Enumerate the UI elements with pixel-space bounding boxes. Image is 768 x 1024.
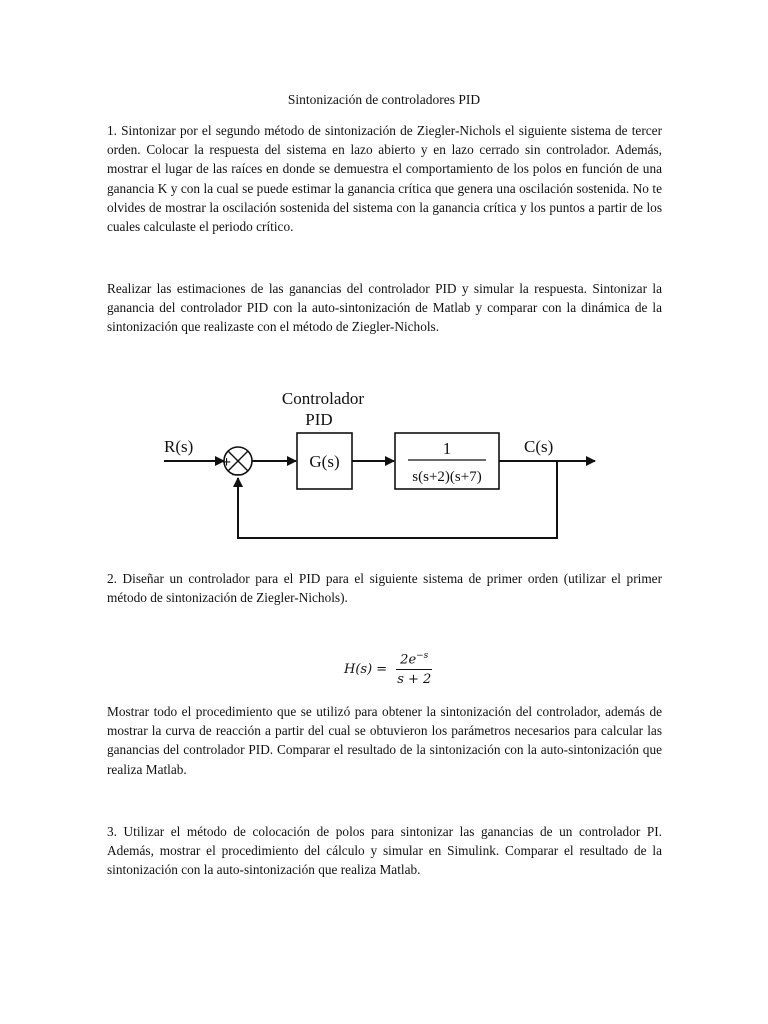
formula-fraction: [393, 651, 435, 687]
plus-sign: +: [222, 454, 232, 471]
block-diagram: [150, 382, 610, 547]
formula-numerator-exponent: −s: [416, 651, 429, 661]
controller-block-label: G(s): [309, 452, 340, 471]
formula-numerator-base: 2e: [400, 652, 417, 668]
exercise-3-paragraph: 3. Utilizar el método de colocación de polos para sintonizar las ganancias de un controlador PI. Además, mostrar el procedimiento del cálculo y simular en Simulink. Comparar el resultado de la sintonización con la auto-sintonización que realiza Matlab.: [107, 824, 662, 878]
plant-denominator: s(s+2)(s+7): [412, 469, 482, 485]
formula-lhs: H(s) =: [344, 661, 388, 677]
exercise-1-followup-paragraph: Realizar las estimaciones de las ganancias del controlador PID y simular la respuesta. Sintonizar la ganancia del controlador PID con la auto-sintonización de Matlab y comparar con la dinámica de la sintonización que realizaste con el método de Ziegler-Nichols.: [107, 281, 662, 335]
exercise-1-paragraph: 1. Sintonizar por el segundo método de sintonización de Ziegler-Nichols el siguiente sistema de tercer orden. Colocar la respuesta del sistema en lazo abierto y en lazo cerrado sin controlador. Además, mostrar el lugar de las raíces en donde se demuestra el comportamiento de los polos en función de una ganancia K y con la cual se puede estimar la ganancia crítica que genera una oscilación sostenida. No te olvides de mostrar la oscilación sostenida del sistema con la ganancia crítica y los puntos a partir de los cuales calculaste el periodo crítico.: [107, 123, 662, 235]
output-label: C(s): [524, 437, 554, 456]
exercise-2-paragraph: 2. Diseñar un controlador para el PID para el siguiente sistema de primer orden (utilizar el primer método de sintonización de Ziegler-Nichols).: [107, 571, 662, 606]
transfer-function-formula: [344, 651, 435, 687]
exercise-2-followup-paragraph: Mostrar todo el procedimiento que se utilizó para obtener la sintonización del controlador, además de mostrar la curva de reacción a partir del cual se obtuvieron los parámetros necesarios para calcular las ganancias del controlador PID. Comparar el resultado de la sintonización con la auto-sintonización que realiza Matlab.: [107, 704, 662, 777]
minus-sign: −: [231, 467, 241, 484]
input-label: R(s): [164, 437, 194, 456]
formula-numerator: [396, 651, 432, 670]
controller-label-line2: PID: [305, 410, 333, 429]
formula-denominator: s + 2: [397, 672, 432, 688]
document-title: Sintonización de controladores PID: [287, 92, 481, 107]
plant-numerator: 1: [442, 439, 452, 458]
controller-label-line1: Controlador: [281, 389, 365, 408]
